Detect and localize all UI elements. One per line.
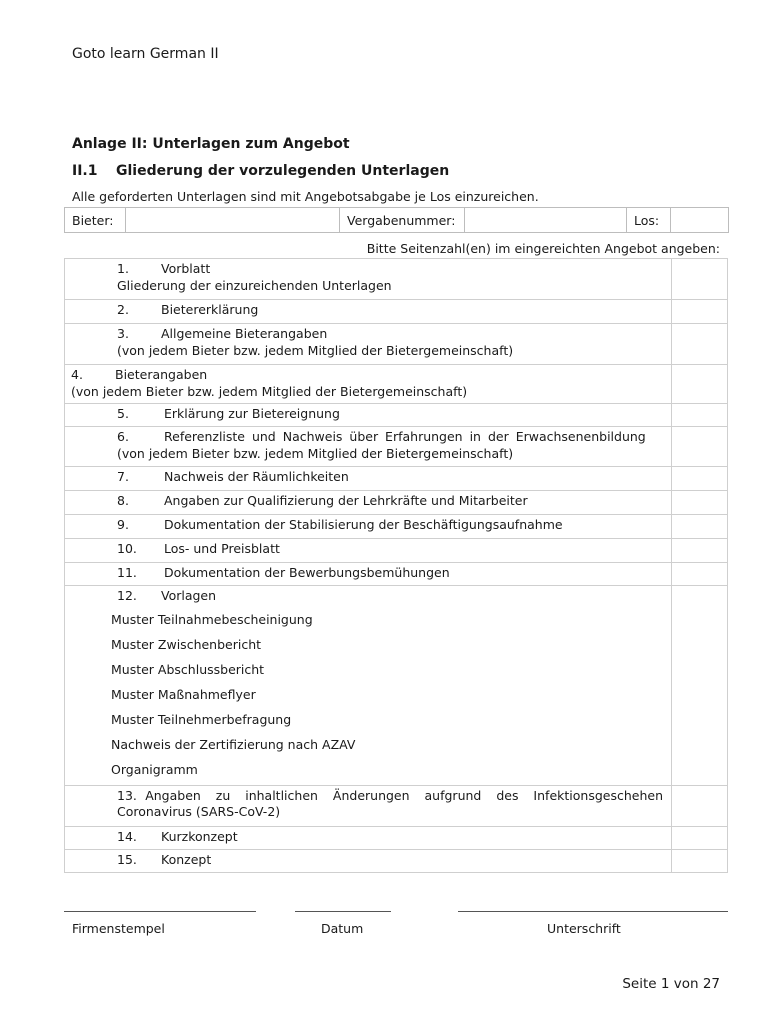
- item-number: 9.: [117, 517, 129, 532]
- page-number-field[interactable]: [672, 324, 728, 365]
- page-number-field[interactable]: [672, 467, 728, 491]
- item-number: 13.: [117, 787, 137, 803]
- item-title: Angaben zu inhaltlichen Änderungen aufgrund des Infektionsgeschehen: [145, 787, 663, 803]
- page-number-field[interactable]: [672, 365, 728, 404]
- item-title: Konzept: [161, 851, 212, 867]
- table-row: [65, 586, 728, 786]
- table-row: [65, 324, 728, 365]
- table-row: [65, 300, 728, 324]
- table-row: [65, 515, 728, 539]
- template-item: Nachweis der Zertifizierung nach AZAV: [111, 736, 356, 752]
- item-number: 1.: [117, 261, 129, 276]
- table-row: [65, 365, 728, 404]
- item-title: Bietererklärung: [161, 302, 259, 317]
- bieter-label: Bieter:: [65, 208, 126, 233]
- bieter-field[interactable]: [126, 208, 340, 233]
- page-number-hint: Bitte Seitenzahl(en) im eingereichten Angebot angeben:: [366, 241, 720, 256]
- item-number: 3.: [117, 326, 129, 341]
- los-field[interactable]: [671, 208, 729, 233]
- page-number-field[interactable]: [672, 563, 728, 586]
- page-number-field[interactable]: [672, 491, 728, 515]
- table-row: [65, 849, 728, 872]
- table-row: [65, 404, 728, 427]
- page-number-footer: Seite 1 von 27: [622, 976, 720, 992]
- vergabenummer-field[interactable]: [465, 208, 627, 233]
- bidder-info-table: [64, 207, 729, 233]
- intro-text: Alle geforderten Unterlagen sind mit Angebotsabgabe je Los einzureichen.: [72, 189, 539, 204]
- annex-title: Anlage II: Unterlagen zum Angebot: [72, 136, 350, 152]
- item-title: Bieterangaben: [115, 367, 208, 382]
- signature-line: [458, 911, 728, 912]
- item-subtitle: Coronavirus (SARS-CoV-2): [117, 804, 281, 819]
- item-title: Vorlagen: [161, 588, 217, 603]
- page-number-field[interactable]: [672, 586, 728, 786]
- page-number-field[interactable]: [672, 849, 728, 872]
- item-title: Vorblatt: [161, 261, 211, 276]
- page-number-field[interactable]: [672, 300, 728, 324]
- page-number-field[interactable]: [672, 404, 728, 427]
- item-title: Nachweis der Räumlichkeiten: [164, 469, 349, 484]
- table-row: [65, 427, 728, 467]
- item-number: 7.: [117, 469, 129, 484]
- template-item: Muster Teilnehmerbefragung: [111, 711, 292, 727]
- page-number-field[interactable]: [672, 785, 728, 826]
- table-row: [65, 539, 728, 563]
- item-number: 4.: [71, 367, 83, 382]
- item-title: Referenzliste und Nachweis über Erfahrungen in der Erwachsenenbildung: [164, 429, 646, 444]
- item-number: 15.: [117, 851, 137, 867]
- item-number: 12.: [117, 588, 137, 603]
- table-row: [65, 826, 728, 849]
- item-title: Kurzkonzept: [161, 828, 238, 844]
- item-title: Allgemeine Bieterangaben: [161, 326, 328, 341]
- date-line: [295, 911, 391, 912]
- item-title: Los- und Preisblatt: [164, 541, 280, 556]
- document-checklist-table: [64, 258, 728, 873]
- page-number-field[interactable]: [672, 259, 728, 300]
- item-number: 11.: [117, 565, 137, 580]
- item-number: 5.: [117, 406, 129, 421]
- section-title: Gliederung der vorzulegenden Unterlagen: [116, 163, 450, 179]
- page-number-field[interactable]: [672, 515, 728, 539]
- table-row: [65, 259, 728, 300]
- stamp-line: [64, 911, 256, 912]
- item-title: Dokumentation der Bewerbungsbemühungen: [164, 565, 450, 580]
- item-number: 2.: [117, 302, 129, 317]
- item-subtitle: (von jedem Bieter bzw. jedem Mitglied der Bietergemeinschaft): [117, 342, 514, 358]
- item-number: 8.: [117, 493, 129, 508]
- stamp-label: Firmenstempel: [72, 921, 165, 936]
- los-label: Los:: [627, 208, 671, 233]
- template-item: Organigramm: [111, 761, 198, 777]
- page-number-field[interactable]: [672, 427, 728, 467]
- item-title: Angaben zur Qualifizierung der Lehrkräfte und Mitarbeiter: [164, 493, 528, 508]
- table-row: [65, 491, 728, 515]
- vergabenummer-label: Vergabenummer:: [340, 208, 465, 233]
- template-item: Muster Teilnahmebescheinigung: [111, 611, 313, 627]
- item-heading: [117, 788, 663, 805]
- section-number: II.1: [72, 163, 98, 179]
- template-item: Muster Zwischenbericht: [111, 636, 262, 652]
- page-number-field[interactable]: [672, 826, 728, 849]
- item-title: Dokumentation der Stabilisierung der Beschäftigungsaufnahme: [164, 517, 563, 532]
- item-subtitle: Gliederung der einzureichenden Unterlagen: [117, 277, 392, 293]
- item-title: Erklärung zur Bietereignung: [164, 406, 340, 421]
- item-number: 10.: [117, 541, 137, 556]
- item-subtitle: (von jedem Bieter bzw. jedem Mitglied der Bietergemeinschaft): [117, 445, 514, 461]
- template-item: Muster Abschlussbericht: [111, 661, 265, 677]
- page-number-field[interactable]: [672, 539, 728, 563]
- signature-label: Unterschrift: [547, 921, 621, 936]
- template-item: Muster Maßnahmeflyer: [111, 686, 256, 702]
- item-number: 14.: [117, 828, 137, 844]
- table-row: [65, 785, 728, 826]
- item-subtitle: (von jedem Bieter bzw. jedem Mitglied der Bietergemeinschaft): [71, 383, 468, 399]
- date-label: Datum: [321, 921, 364, 936]
- item-number: 6.: [117, 429, 129, 444]
- document-header-title: Goto learn German II: [72, 46, 219, 62]
- table-row: [65, 467, 728, 491]
- table-row: [65, 563, 728, 586]
